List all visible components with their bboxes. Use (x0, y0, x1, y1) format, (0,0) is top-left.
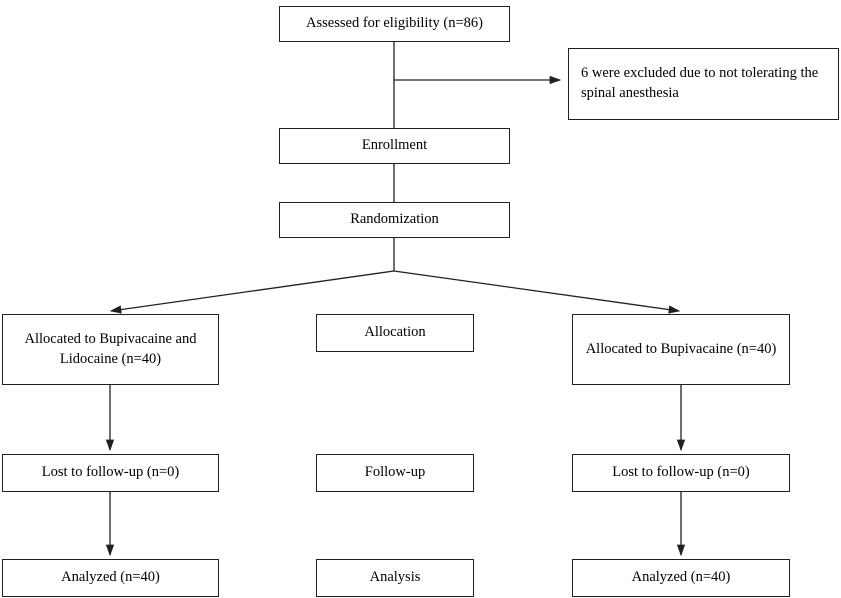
node-right-followup-label: Lost to follow-up (n=0) (612, 464, 750, 481)
node-right-allocated (572, 314, 790, 385)
node-excluded (568, 48, 839, 120)
node-randomization (279, 202, 510, 238)
node-analysis-label: Analysis (369, 569, 421, 586)
node-analysis-stage-label (316, 559, 474, 597)
node-left-allocated (2, 314, 219, 385)
node-right-followup (572, 454, 790, 492)
node-left-allocated-label: Allocated to Bupivacaine and Lidocaine (n=40) (24, 330, 197, 367)
node-enrollment (279, 128, 510, 164)
node-allocation-stage-label (316, 314, 474, 352)
node-randomization-label: Randomization (350, 211, 439, 228)
node-allocation-label: Allocation (364, 324, 426, 341)
node-right-allocated-label: Allocated to Bupivacaine (n=40) (585, 340, 777, 357)
node-excluded-label: 6 were excluded due to not tolerating the spinal anesthesia (581, 65, 819, 101)
node-left-analyzed-label: Analyzed (n=40) (61, 569, 160, 586)
node-right-analyzed-label: Analyzed (n=40) (631, 569, 731, 586)
node-left-followup-label: Lost to follow-up (n=0) (41, 464, 180, 481)
node-left-analyzed (2, 559, 219, 597)
node-enrollment-label: Enrollment (361, 137, 428, 154)
node-followup-stage-label (316, 454, 474, 492)
node-followup-label: Follow-up (364, 464, 426, 481)
node-assessed-for-eligibility (279, 6, 510, 42)
node-assessed-label: Assessed for eligibility (n=86) (306, 15, 483, 32)
node-left-followup (2, 454, 219, 492)
node-right-analyzed (572, 559, 790, 597)
